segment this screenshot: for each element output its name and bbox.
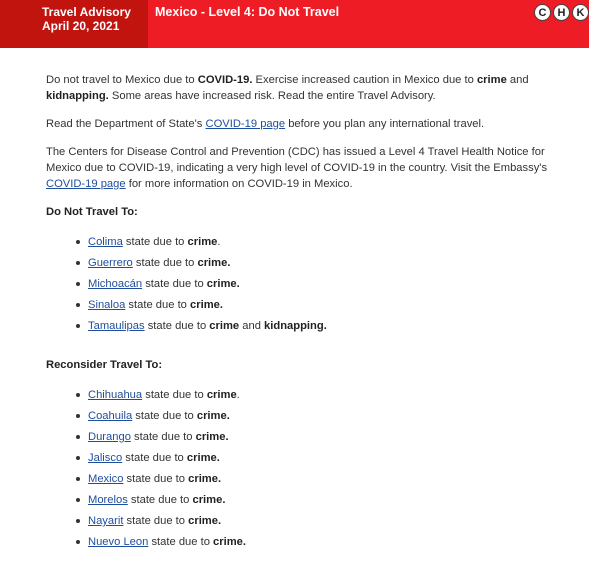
intro-bold: crime [476,74,507,86]
item-text: state due to [130,431,196,443]
intro-text: Do not travel to Mexico due to [46,74,198,86]
list-item [76,450,566,471]
state-link-colima[interactable]: Colima [88,236,123,248]
state-covid-link[interactable]: COVID-19 page [205,118,286,130]
state-link-mexico[interactable]: Mexico [88,473,124,485]
indicator-c-button[interactable]: C [534,4,551,21]
state-link-nayarit[interactable]: Nayarit [88,515,124,527]
list-item [76,255,566,276]
item-reason: crime. [206,278,240,290]
item-text: state due to [142,278,207,290]
item-text: . [217,236,221,248]
list-item [76,387,566,408]
intro-bold: kidnapping. [46,90,109,102]
item-reason: crime. [195,431,229,443]
intro-text: Exercise increased caution in Mexico due to [252,74,477,86]
list-item [76,234,566,255]
list-item [76,492,566,513]
intro-text: and [506,74,529,86]
item-reason: crime [209,320,240,332]
state-link-michoacan[interactable]: Michoacán [88,278,143,290]
advisory-indicators [532,4,589,21]
item-reason: crime. [188,473,222,485]
item-reason: crime. [196,410,230,422]
item-text: state due to [148,536,214,548]
item-text: state due to [123,515,189,527]
item-text: state due to [125,299,191,311]
state-link-jalisco[interactable]: Jalisco [88,452,123,464]
state-link-morelos[interactable]: Morelos [88,494,128,506]
list-item [76,408,566,429]
item-text: . [236,389,240,401]
state-covid-paragraph [46,116,566,132]
advisory-date: April 20, 2021 [42,19,120,33]
list-item [76,429,566,450]
item-reason: crime. [197,257,231,269]
indicator-h-button[interactable]: H [553,4,570,21]
advisory-content [46,72,566,573]
item-text: state due to [132,257,198,269]
item-reason: crime. [192,494,226,506]
item-text: state due to [123,473,189,485]
list-item [76,513,566,534]
paragraph-text: The Centers for Disease Control and Prevention (CDC) has issued a Level 4 Travel Health Notice for Mexico due to COVID-19, indicating a very high level of COVID-19 in the country. Visit the Embassy's [46,146,548,174]
item-reason: crime. [188,515,222,527]
state-link-coahuila[interactable]: Coahuila [88,410,133,422]
item-text: state due to [122,236,188,248]
item-reason: crime [187,236,218,248]
paragraph-text: for more information on COVID-19 in Mexico. [125,178,353,190]
paragraph-text: Read the Department of State's [46,118,206,130]
item-reason: crime. [186,452,220,464]
item-reason: kidnapping. [264,320,327,332]
cdc-paragraph [46,144,566,192]
list-item [76,534,566,555]
item-reason: crime [206,389,237,401]
do-not-travel-heading: Do Not Travel To: [46,206,138,218]
list-item [76,276,566,297]
advisory-date-block [0,0,148,48]
item-text: state due to [142,389,207,401]
embassy-covid-link[interactable]: COVID-19 page [46,178,126,190]
advisory-label: Travel Advisory [42,5,131,19]
item-text: and [239,320,265,332]
list-item [76,471,566,492]
reconsider-travel-heading: Reconsider Travel To: [46,359,163,371]
item-reason: crime. [213,536,246,548]
state-link-guerrero[interactable]: Guerrero [88,257,133,269]
paragraph-text: before you plan any international travel. [285,118,485,130]
item-text: state due to [132,410,197,422]
item-text: state due to [122,452,187,464]
advisory-banner [0,0,589,48]
intro-text: Some areas have increased risk. Read the entire Travel Advisory. [108,90,436,102]
do-not-travel-list [46,234,566,339]
state-link-nuevo-leon[interactable]: Nuevo Leon [88,536,149,548]
state-link-sinaloa[interactable]: Sinaloa [88,299,126,311]
state-link-tamaulipas[interactable]: Tamaulipas [88,320,145,332]
item-text: state due to [144,320,210,332]
intro-bold: COVID-19. [197,74,253,86]
item-text: state due to [127,494,193,506]
state-link-chihuahua[interactable]: Chihuahua [88,389,143,401]
intro-paragraph [46,72,566,104]
list-item [76,297,566,318]
indicator-k-button[interactable]: K [572,4,589,21]
list-item [76,318,566,339]
advisory-title: Mexico - Level 4: Do Not Travel [155,5,340,19]
state-link-durango[interactable]: Durango [88,431,131,443]
item-reason: crime. [190,299,223,311]
